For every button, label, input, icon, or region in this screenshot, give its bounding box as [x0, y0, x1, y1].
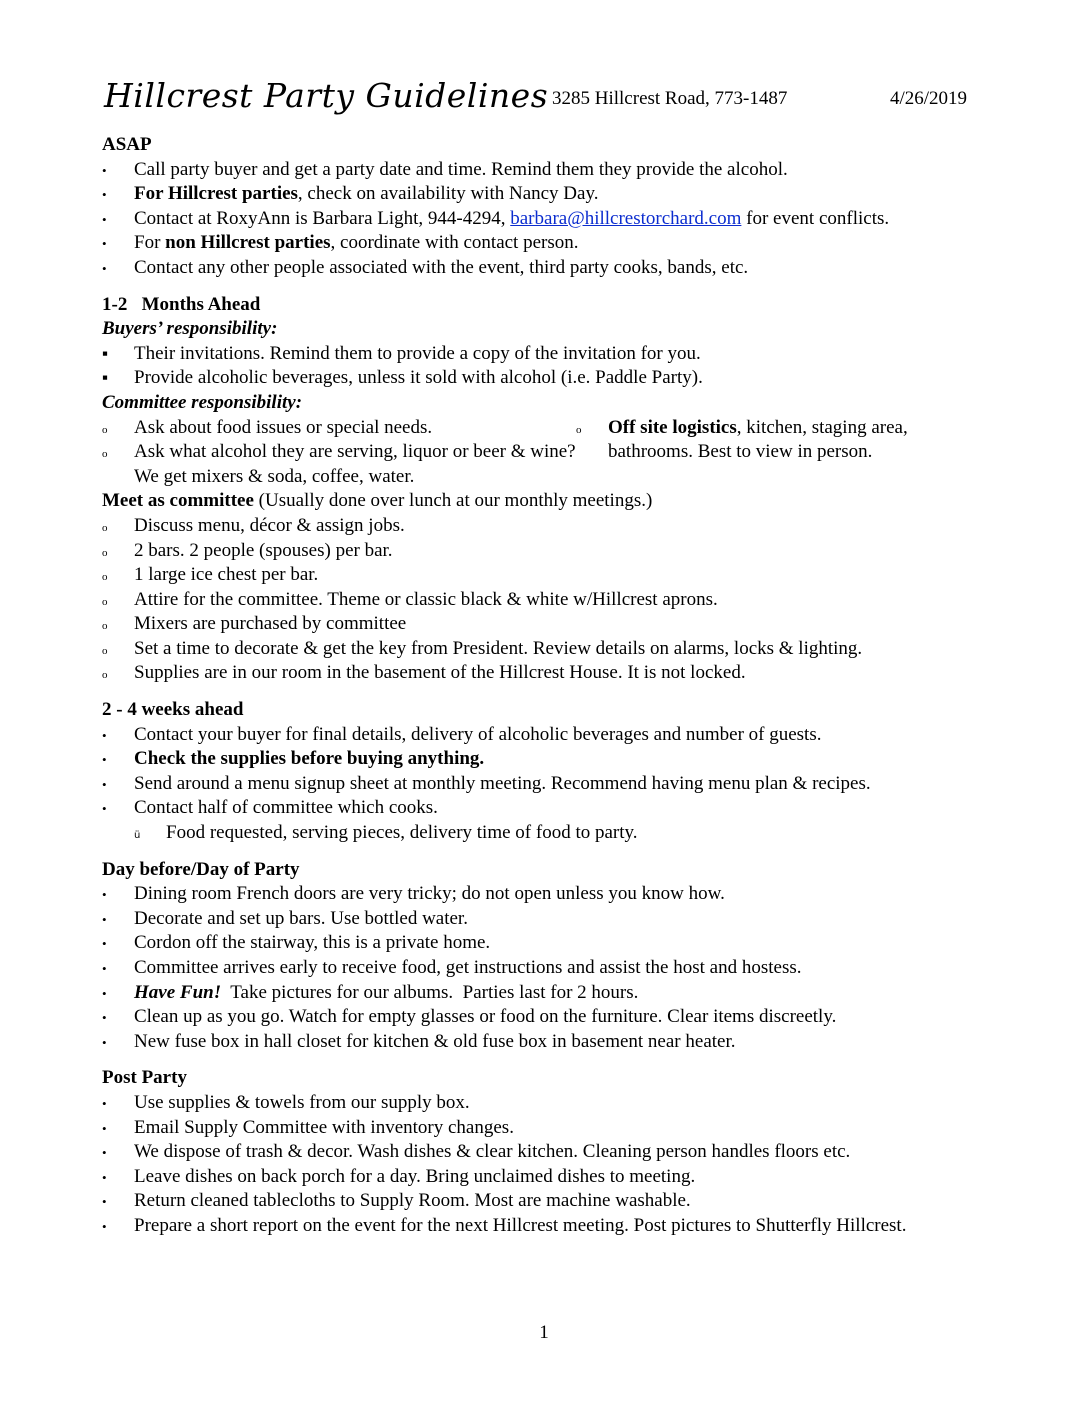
bullet-icon — [102, 981, 126, 1007]
buyers-list — [102, 342, 1002, 391]
circle-bullet-icon — [102, 514, 126, 541]
committee-heading: Committee responsibility: — [102, 391, 303, 413]
circle-bullet-icon — [102, 440, 126, 467]
list-item: • Contact your buyer for final details, delivery of alcoholic beverages and number of guests. — [102, 723, 1002, 748]
section-heading-months: 1-2 Months Ahead — [102, 293, 261, 315]
list-item: • Email Supply Committee with inventory changes. — [102, 1116, 1002, 1141]
section-post-party — [102, 1066, 1002, 1238]
circle-bullet-icon — [102, 637, 126, 664]
list-item: • Send around a menu signup sheet at monthly meeting. Recommend having menu plan & recipes. — [102, 772, 1002, 797]
square-bullet-icon — [102, 342, 126, 367]
bullet-icon — [102, 1091, 126, 1117]
committee-list-right — [576, 416, 996, 490]
list-item: • Clean up as you go. Watch for empty glasses or food on the furniture. Clear items discreetly. — [102, 1005, 1002, 1030]
bullet-icon — [102, 256, 126, 282]
list-item: o Supplies are in our room in the basement of the Hillcrest House. It is not locked. — [102, 661, 1002, 686]
list-item: o Attire for the committee. Theme or classic black & white w/Hillcrest aprons. — [102, 588, 1002, 613]
list-item: o Ask about food issues or special needs. — [102, 416, 576, 441]
list-item: ▪ Provide alcoholic beverages, unless it sold with alcohol (i.e. Paddle Party). — [102, 366, 1002, 391]
committee-list-left — [102, 416, 576, 490]
bullet-icon — [102, 1165, 126, 1191]
email-link[interactable]: barbara@hillcrestorchard.com — [510, 207, 742, 229]
bullet-icon — [102, 956, 126, 982]
circle-bullet-icon — [102, 588, 126, 615]
list-item: • Contact half of committee which cooks. — [102, 796, 1002, 821]
list-item: • Contact any other people associated with the event, third party cooks, bands, etc. — [102, 256, 1002, 281]
list-item: • Committee arrives early to receive food, get instructions and assist the host and hostess. — [102, 956, 1002, 981]
weeks-list — [102, 723, 1002, 821]
list-item: • Check the supplies before buying anything. — [102, 747, 1002, 772]
bullet-icon — [102, 1189, 126, 1215]
list-item: o 1 large ice chest per bar. — [102, 563, 1002, 588]
bullet-icon — [102, 1116, 126, 1142]
bullet-icon — [102, 231, 126, 257]
header-date: 4/26/2019 — [890, 88, 968, 109]
list-item: o Set a time to decorate & get the key from President. Review details on alarms, locks & lighting. — [102, 637, 1002, 662]
bullet-icon — [102, 907, 126, 933]
list-item: • Decorate and set up bars. Use bottled water. — [102, 907, 1002, 932]
square-bullet-icon — [102, 366, 126, 391]
list-item: o 2 bars. 2 people (spouses) per bar. — [102, 539, 1002, 564]
weeks-sublist — [102, 821, 1002, 846]
bullet-icon — [102, 207, 126, 233]
list-item: • Leave dishes on back porch for a day. Bring unclaimed dishes to meeting. — [102, 1165, 1002, 1190]
circle-bullet-icon — [102, 563, 126, 590]
header-address: 3285 Hillcrest Road, 773-1487 — [552, 88, 788, 109]
bullet-icon — [102, 1030, 126, 1056]
bullet-icon — [102, 796, 126, 822]
asap-list — [102, 158, 1002, 281]
document-header — [104, 76, 1004, 126]
circle-bullet-icon — [102, 612, 126, 639]
list-item: • Use supplies & towels from our supply box. — [102, 1091, 1002, 1116]
list-item: • Dining room French doors are very tricky; do not open unless you know how. — [102, 882, 1002, 907]
bullet-icon — [102, 1005, 126, 1031]
buyers-heading: Buyers’ responsibility: — [102, 318, 278, 340]
section-day-of — [102, 858, 1002, 1055]
list-item: • Call party buyer and get a party date and time. Remind them they provide the alcohol. — [102, 158, 1002, 183]
section-asap — [102, 133, 1002, 281]
bullet-icon — [102, 1140, 126, 1166]
committee-columns — [102, 416, 1002, 490]
list-item: • New fuse box in hall closet for kitchen & old fuse box in basement near heater. — [102, 1030, 1002, 1055]
bullet-icon — [102, 1214, 126, 1240]
bullet-icon — [102, 882, 126, 908]
bullet-icon — [102, 182, 126, 208]
list-item: • Have Fun! Take pictures for our albums. Parties last for 2 hours. — [102, 981, 1002, 1006]
checkmark-bullet-icon — [134, 821, 158, 849]
document-body — [102, 133, 1002, 1251]
circle-bullet-icon — [102, 539, 126, 566]
section-heading-post: Post Party — [102, 1067, 187, 1089]
bullet-icon — [102, 723, 126, 749]
section-months-ahead — [102, 293, 1002, 687]
circle-bullet-icon — [576, 416, 600, 443]
post-list — [102, 1091, 1002, 1239]
section-heading-asap: ASAP — [102, 134, 152, 155]
list-item: o Ask what alcohol they are serving, liquor or beer & wine? We get mixers & soda, coffee, water. — [102, 440, 576, 489]
circle-bullet-icon — [102, 661, 126, 688]
list-item: • Contact at RoxyAnn is Barbara Light, 944-4294, barbara@hillcrestorchard.com for event conflicts. — [102, 207, 1002, 232]
list-item: • Prepare a short report on the event for the next Hillcrest meeting. Post pictures to Shutterfly Hillcrest. — [102, 1214, 1002, 1239]
list-item: o Discuss menu, décor & assign jobs. — [102, 514, 1002, 539]
section-weeks-ahead — [102, 698, 1002, 846]
meet-heading: Meet as committee (Usually done over lunch at our monthly meetings.) — [102, 490, 653, 512]
list-item: o Off site logistics, kitchen, staging area, bathrooms. Best to view in person. — [576, 416, 996, 465]
bullet-icon — [102, 747, 126, 773]
list-item: • Return cleaned tablecloths to Supply Room. Most are machine washable. — [102, 1189, 1002, 1214]
list-item: o Mixers are purchased by committee — [102, 612, 1002, 637]
dayof-list — [102, 882, 1002, 1054]
bullet-icon — [102, 158, 126, 184]
section-heading-dayof: Day before/Day of Party — [102, 858, 300, 880]
list-item: • We dispose of trash & decor. Wash dishes & clear kitchen. Cleaning person handles floors etc. — [102, 1140, 1002, 1165]
circle-bullet-icon — [102, 416, 126, 443]
list-item: ü Food requested, serving pieces, delivery time of food to party. — [102, 821, 1002, 846]
list-item: • Cordon off the stairway, this is a private home. — [102, 931, 1002, 956]
page-number: 1 — [539, 1322, 549, 1343]
bullet-icon — [102, 931, 126, 957]
section-heading-weeks: 2 - 4 weeks ahead — [102, 699, 244, 721]
meet-list — [102, 514, 1002, 686]
bullet-icon — [102, 772, 126, 798]
list-item: ▪ Their invitations. Remind them to provide a copy of the invitation for you. — [102, 342, 1002, 367]
list-item: • For Hillcrest parties, check on availability with Nancy Day. — [102, 182, 1002, 207]
document-title: Hillcrest Party Guidelines — [104, 76, 549, 115]
list-item: • For non Hillcrest parties, coordinate with contact person. — [102, 231, 1002, 256]
